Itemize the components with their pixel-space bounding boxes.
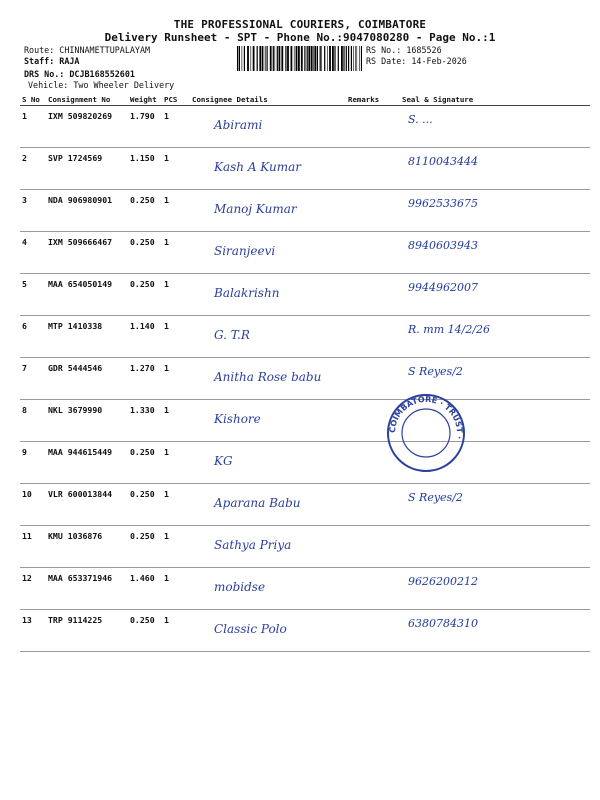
signature-cell	[400, 316, 590, 358]
consignee-name: KG	[214, 454, 233, 468]
company-title: THE PROFESSIONAL COURIERS, COIMBATORE	[173, 18, 427, 31]
pcs-cell: 1	[162, 526, 190, 568]
consignee-cell	[190, 232, 346, 274]
consignee-cell	[190, 316, 346, 358]
sno-cell: 10	[20, 484, 46, 526]
weight-cell: 1.330	[128, 400, 162, 442]
table-header-row	[20, 93, 590, 106]
signature-cell	[400, 484, 590, 526]
runsheet-table	[20, 93, 590, 652]
consignee-cell	[190, 148, 346, 190]
signature: 8940603943	[408, 239, 478, 252]
weight-cell: 0.250	[128, 232, 162, 274]
route-label: Route: CHINNAMETTUPALAYAM	[24, 45, 151, 55]
col-seal: Seal & Signature	[400, 93, 590, 106]
consignee-name: G. T.R	[214, 328, 250, 342]
consignment-cell: NKL 3679990	[46, 400, 128, 442]
col-consignment: Consignment No	[46, 93, 128, 106]
rs-number: RS No.: 1685526	[366, 45, 442, 55]
weight-cell: 1.150	[128, 148, 162, 190]
signature: 9944962007	[408, 281, 478, 294]
table-row	[20, 106, 590, 148]
sno-cell: 9	[20, 442, 46, 484]
sno-cell: 4	[20, 232, 46, 274]
weight-cell: 1.270	[128, 358, 162, 400]
remarks-cell	[346, 316, 400, 358]
sno-cell: 6	[20, 316, 46, 358]
consignment-cell: IXM 509820269	[46, 106, 128, 148]
runsheet-subtitle: Delivery Runsheet - SPT - Phone No.:9047080280 - Page No.:1	[104, 31, 496, 44]
consignee-name: Kash A Kumar	[214, 160, 301, 174]
remarks-cell	[346, 526, 400, 568]
route-info	[24, 45, 174, 90]
consignee-name: Abirami	[214, 118, 263, 132]
consignee-name: Aparana Babu	[214, 496, 301, 510]
vehicle-label: Vehicle: Two Wheeler Delivery	[28, 79, 175, 90]
pcs-cell: 1	[162, 148, 190, 190]
signature: S Reyes/2	[408, 491, 463, 504]
remarks-cell	[346, 106, 400, 148]
sno-cell: 8	[20, 400, 46, 442]
consignee-name: Kishore	[214, 412, 261, 426]
col-weight: Weight	[128, 93, 162, 106]
pcs-cell: 1	[162, 190, 190, 232]
remarks-cell	[346, 148, 400, 190]
col-remarks: Remarks	[346, 93, 400, 106]
consignment-cell: IXM 509666467	[46, 232, 128, 274]
consignee-cell	[190, 442, 346, 484]
seal-stamp	[385, 392, 467, 474]
signature: S. ...	[408, 113, 433, 126]
consignee-cell	[190, 610, 346, 652]
barcode-icon	[237, 46, 362, 71]
table-row	[20, 610, 590, 652]
consignment-cell: KMU 1036876	[46, 526, 128, 568]
table-row	[20, 316, 590, 358]
consignee-cell	[190, 190, 346, 232]
weight-cell: 1.460	[128, 568, 162, 610]
consignment-cell: TRP 9114225	[46, 610, 128, 652]
rs-info	[366, 45, 467, 66]
pcs-cell: 1	[162, 400, 190, 442]
pcs-cell: 1	[162, 610, 190, 652]
table-row	[20, 232, 590, 274]
remarks-cell	[346, 610, 400, 652]
weight-cell: 1.790	[128, 106, 162, 148]
sno-cell: 3	[20, 190, 46, 232]
remarks-cell	[346, 568, 400, 610]
weight-cell: 1.140	[128, 316, 162, 358]
table-row	[20, 274, 590, 316]
signature: 9626200212	[408, 575, 478, 588]
consignment-cell: VLR 600013844	[46, 484, 128, 526]
pcs-cell: 1	[162, 106, 190, 148]
signature: S Reyes/2	[408, 365, 463, 378]
weight-cell: 0.250	[128, 274, 162, 316]
consignment-cell: MAA 654050149	[46, 274, 128, 316]
signature-cell	[400, 274, 590, 316]
remarks-cell	[346, 190, 400, 232]
sno-cell: 1	[20, 106, 46, 148]
sno-cell: 13	[20, 610, 46, 652]
signature-cell	[400, 190, 590, 232]
sno-cell: 5	[20, 274, 46, 316]
stamp-text: COIMBATORE · TRUST ·	[387, 394, 465, 440]
consignee-name: Balakrishn	[214, 286, 280, 300]
consignment-cell: MAA 944615449	[46, 442, 128, 484]
pcs-cell: 1	[162, 316, 190, 358]
remarks-cell	[346, 484, 400, 526]
consignment-cell: SVP 1724569	[46, 148, 128, 190]
consignee-name: Classic Polo	[214, 622, 287, 636]
table-row	[20, 484, 590, 526]
sno-cell: 11	[20, 526, 46, 568]
weight-cell: 0.250	[128, 190, 162, 232]
pcs-cell: 1	[162, 568, 190, 610]
signature: 9962533675	[408, 197, 478, 210]
consignee-cell	[190, 274, 346, 316]
svg-text:COIMBATORE · TRUST ·	[388, 395, 464, 440]
signature-cell	[400, 232, 590, 274]
signature-cell	[400, 568, 590, 610]
sno-cell: 7	[20, 358, 46, 400]
table-row	[20, 148, 590, 190]
consignee-cell	[190, 400, 346, 442]
consignee-name: Manoj Kumar	[214, 202, 297, 216]
pcs-cell: 1	[162, 358, 190, 400]
sno-cell: 12	[20, 568, 46, 610]
pcs-cell: 1	[162, 484, 190, 526]
pcs-cell: 1	[162, 232, 190, 274]
signature: 6380784310	[408, 617, 478, 630]
consignment-cell: GDR 5444546	[46, 358, 128, 400]
remarks-cell	[346, 232, 400, 274]
weight-cell: 0.250	[128, 442, 162, 484]
consignee-cell	[190, 568, 346, 610]
consignee-name: mobidse	[214, 580, 266, 594]
consignee-cell	[190, 358, 346, 400]
consignee-name: Anitha Rose babu	[214, 370, 322, 384]
col-pcs: PCS	[162, 93, 190, 106]
table-row	[20, 358, 590, 400]
staff-label: Staff: RAJA	[24, 55, 80, 66]
remarks-cell	[346, 274, 400, 316]
table-row	[20, 400, 590, 442]
consignee-name: Sathya Priya	[214, 538, 292, 552]
signature-cell	[400, 106, 590, 148]
rs-date: RS Date: 14-Feb-2026	[366, 55, 467, 66]
drs-number: DRS No.: DCJB168552601	[24, 69, 135, 79]
signature-cell	[400, 148, 590, 190]
table-row	[20, 568, 590, 610]
col-consignee: Consignee Details	[190, 93, 346, 106]
consignee-cell	[190, 526, 346, 568]
weight-cell: 0.250	[128, 526, 162, 568]
consignee-cell	[190, 106, 346, 148]
consignment-cell: MAA 653371946	[46, 568, 128, 610]
consignee-name: Siranjeevi	[214, 244, 276, 258]
table-row	[20, 442, 590, 484]
signature: 8110043444	[408, 155, 478, 168]
pcs-cell: 1	[162, 442, 190, 484]
pcs-cell: 1	[162, 274, 190, 316]
col-sno: S No	[20, 93, 46, 106]
signature: R. mm 14/2/26	[408, 323, 491, 336]
table-row	[20, 190, 590, 232]
weight-cell: 0.250	[128, 610, 162, 652]
signature-cell	[400, 610, 590, 652]
consignment-cell: MTP 1410338	[46, 316, 128, 358]
signature-cell	[400, 526, 590, 568]
consignment-cell: NDA 906980901	[46, 190, 128, 232]
table-row	[20, 526, 590, 568]
consignee-cell	[190, 484, 346, 526]
sno-cell: 2	[20, 148, 46, 190]
weight-cell: 0.250	[128, 484, 162, 526]
